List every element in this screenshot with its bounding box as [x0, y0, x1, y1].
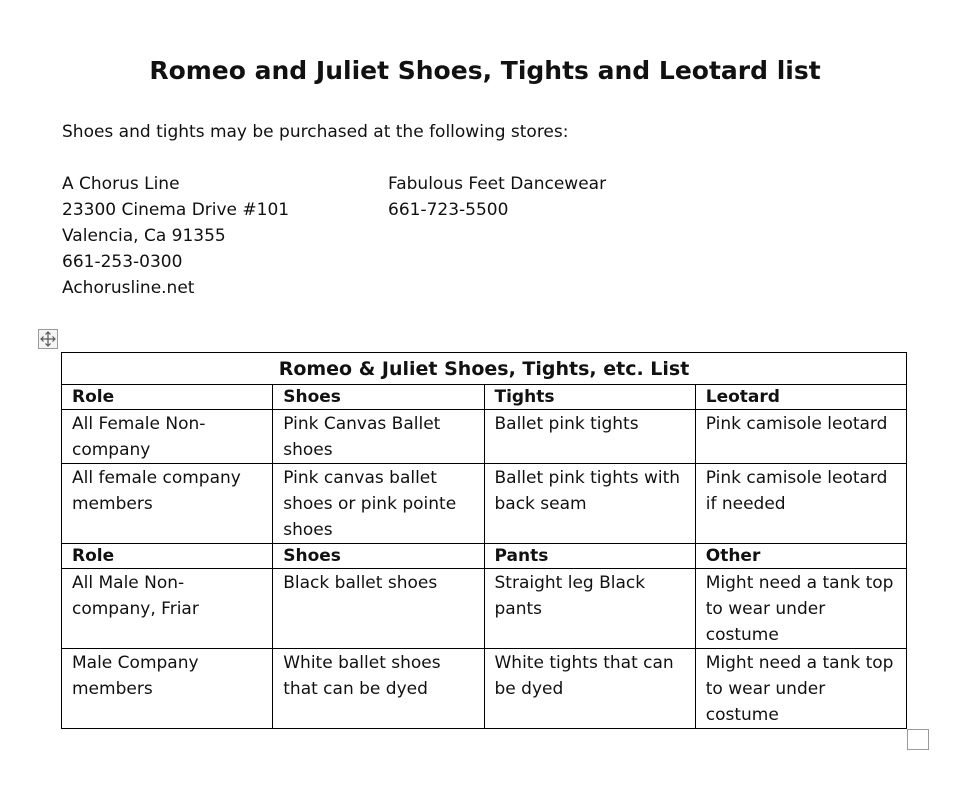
store-website: Achorusline.net — [62, 278, 195, 298]
store-phone: 661-723-5500 — [388, 200, 509, 220]
store-name: Fabulous Feet Dancewear — [388, 174, 607, 194]
table-cell: Male Company members — [62, 649, 273, 729]
store-city: Valencia, Ca 91355 — [62, 226, 226, 246]
table-cell: White tights that can be dyed — [484, 649, 695, 729]
header-cell: Shoes — [273, 544, 484, 569]
table-cell: Might need a tank top to wear under costume — [695, 649, 906, 729]
table-row — [62, 464, 907, 544]
header-cell: Leotard — [695, 385, 906, 410]
table-cell: Straight leg Black pants — [484, 569, 695, 649]
table-header-row — [62, 544, 907, 569]
table-cell: All Female Non-company — [62, 410, 273, 464]
table-cell: Ballet pink tights with back seam — [484, 464, 695, 544]
table-cell: Pink camisole leotard if needed — [695, 464, 906, 544]
document-title: Romeo and Juliet Shoes, Tights and Leotard list — [149, 56, 821, 85]
table-cell: Black ballet shoes — [273, 569, 484, 649]
intro-text: Shoes and tights may be purchased at the following stores: — [62, 122, 569, 142]
table-cell: All female company members — [62, 464, 273, 544]
table-move-handle-icon[interactable] — [38, 329, 58, 349]
table-resize-handle[interactable] — [907, 729, 929, 750]
store-a-chorus-line — [62, 171, 289, 301]
table-cell: Pink camisole leotard — [695, 410, 906, 464]
table-cell: All Male Non-company, Friar — [62, 569, 273, 649]
table-caption: Romeo & Juliet Shoes, Tights, etc. List — [62, 353, 907, 385]
header-cell: Other — [695, 544, 906, 569]
header-cell: Shoes — [273, 385, 484, 410]
table-row — [62, 410, 907, 464]
header-cell: Role — [62, 544, 273, 569]
header-cell: Tights — [484, 385, 695, 410]
table-cell: White ballet shoes that can be dyed — [273, 649, 484, 729]
store-name: A Chorus Line — [62, 174, 180, 194]
table-cell: Ballet pink tights — [484, 410, 695, 464]
table-header-row — [62, 385, 907, 410]
table-cell: Pink canvas ballet shoes or pink pointe shoes — [273, 464, 484, 544]
store-address: 23300 Cinema Drive #101 — [62, 200, 290, 220]
store-phone: 661-253-0300 — [62, 252, 183, 272]
table-row — [62, 649, 907, 729]
table-row — [62, 569, 907, 649]
costume-table — [61, 352, 907, 729]
table-cell: Might need a tank top to wear under costume — [695, 569, 906, 649]
header-cell: Pants — [484, 544, 695, 569]
store-b-fabulous-feet — [388, 171, 606, 223]
table-cell: Pink Canvas Ballet shoes — [273, 410, 484, 464]
header-cell: Role — [62, 385, 273, 410]
